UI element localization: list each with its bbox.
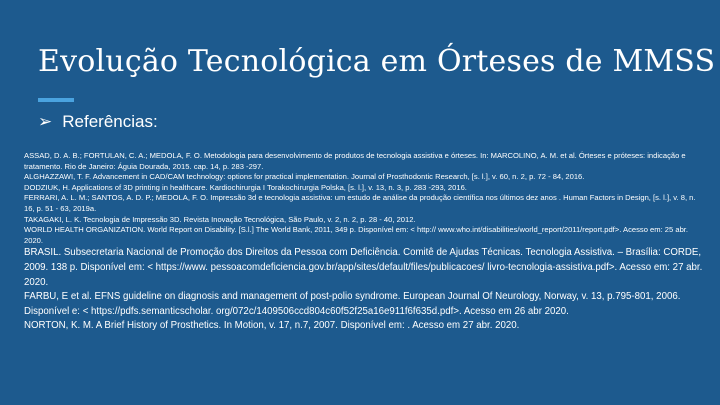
reference-item: ALGHAZZAWI, T. F. Advancement in CAD/CAM technology: options for practical implementation. Journal of Prosthodontic Research, [s. l.], v. 60, n. 2, p. 72 - 84, 2016. (24, 172, 585, 182)
reference-item: DODZIUK, H. Applications of 3D printing in healthcare. Kardiochirurgia I Torakochirurgia Polska, [s. l.], v. 13, n. 3, p. 283 -293, 2016. (24, 182, 467, 192)
references-small-group (24, 151, 704, 246)
references-heading (38, 112, 158, 132)
reference-item: BRASIL. Subsecretaria Nacional de Promoção dos Direitos da Pessoa com Deficiência. Comitê de Ajudas Técnicas. Tecnologia Assistiva. – Brasília: CORDE, 2009. 138 p. Disponível em: < https://www. pessoacomdeficiencia.gov.br/app/sites/default/files/publicacoes/ livro-tecnologia-assistiva.pdf>. Acesso em: 27 abr. 2020. (24, 247, 703, 288)
arrow-bullet-icon: ➢ (38, 112, 53, 131)
reference-item: ASSAD, D. A. B.; FORTULAN, C. A.; MEDOLA, F. O. Metodologia para desenvolvimento de produtos de tecnologia assistiva e órteses. In: MARCOLINO, A. M. et al. Órteses e próteses: indicação e tratamento. Rio de Janeiro: Águia Dourada, 2015. cap. 14, p. 283 -297. (24, 151, 686, 171)
references-large-group (24, 246, 704, 334)
reference-item: WORLD HEALTH ORGANIZATION. World Report on Disability. [S.l.] The World Bank, 2011, 349 p. Disponível em: < http:// www.who.int/disabilities/world_report/2011/report.pdf>. Acesso em: 25 abr. 2020. (24, 225, 689, 245)
reference-item: FARBU, E et al. EFNS guideline on diagnosis and management of post-polio syndrome. European Journal Of Neurology, Norway, v. 13, p.795-801, 2006. Disponível e: < https://pdfs.semanticscholar. org/072c/1409506ccd804c60f52f25a16e911f6f635d.pdf>. Acesso em 26 abr 2020. (24, 291, 681, 317)
slide-title: Evolução Tecnológica em Órteses de MMSS (38, 44, 716, 79)
reference-item: FERRARI, A. L. M.; SANTOS, A. D. P.; MEDOLA, F. O. Impressão 3d e tecnologia assistiva: um estudo de análise da produção científica nos últimos dez anos . Human Factors in Design, [s. l.], v. 8, n. 16, p. 51 - 63, 2019a. (24, 193, 696, 213)
reference-item: NORTON, K. M. A Brief History of Prosthetics. In Motion, v. 17, n.7, 2007. Disponível em: . Acesso em 27 abr. 2020. (24, 320, 520, 332)
title-accent-bar (38, 98, 74, 102)
references-heading-label: Referências: (62, 112, 158, 131)
references-list (24, 151, 704, 334)
reference-item: TAKAGAKI, L. K. Tecnologia de Impressão 3D. Revista Inovação Tecnológica, São Paulo, v. 2, n. 2, p. 28 - 40, 2012. (24, 214, 416, 224)
